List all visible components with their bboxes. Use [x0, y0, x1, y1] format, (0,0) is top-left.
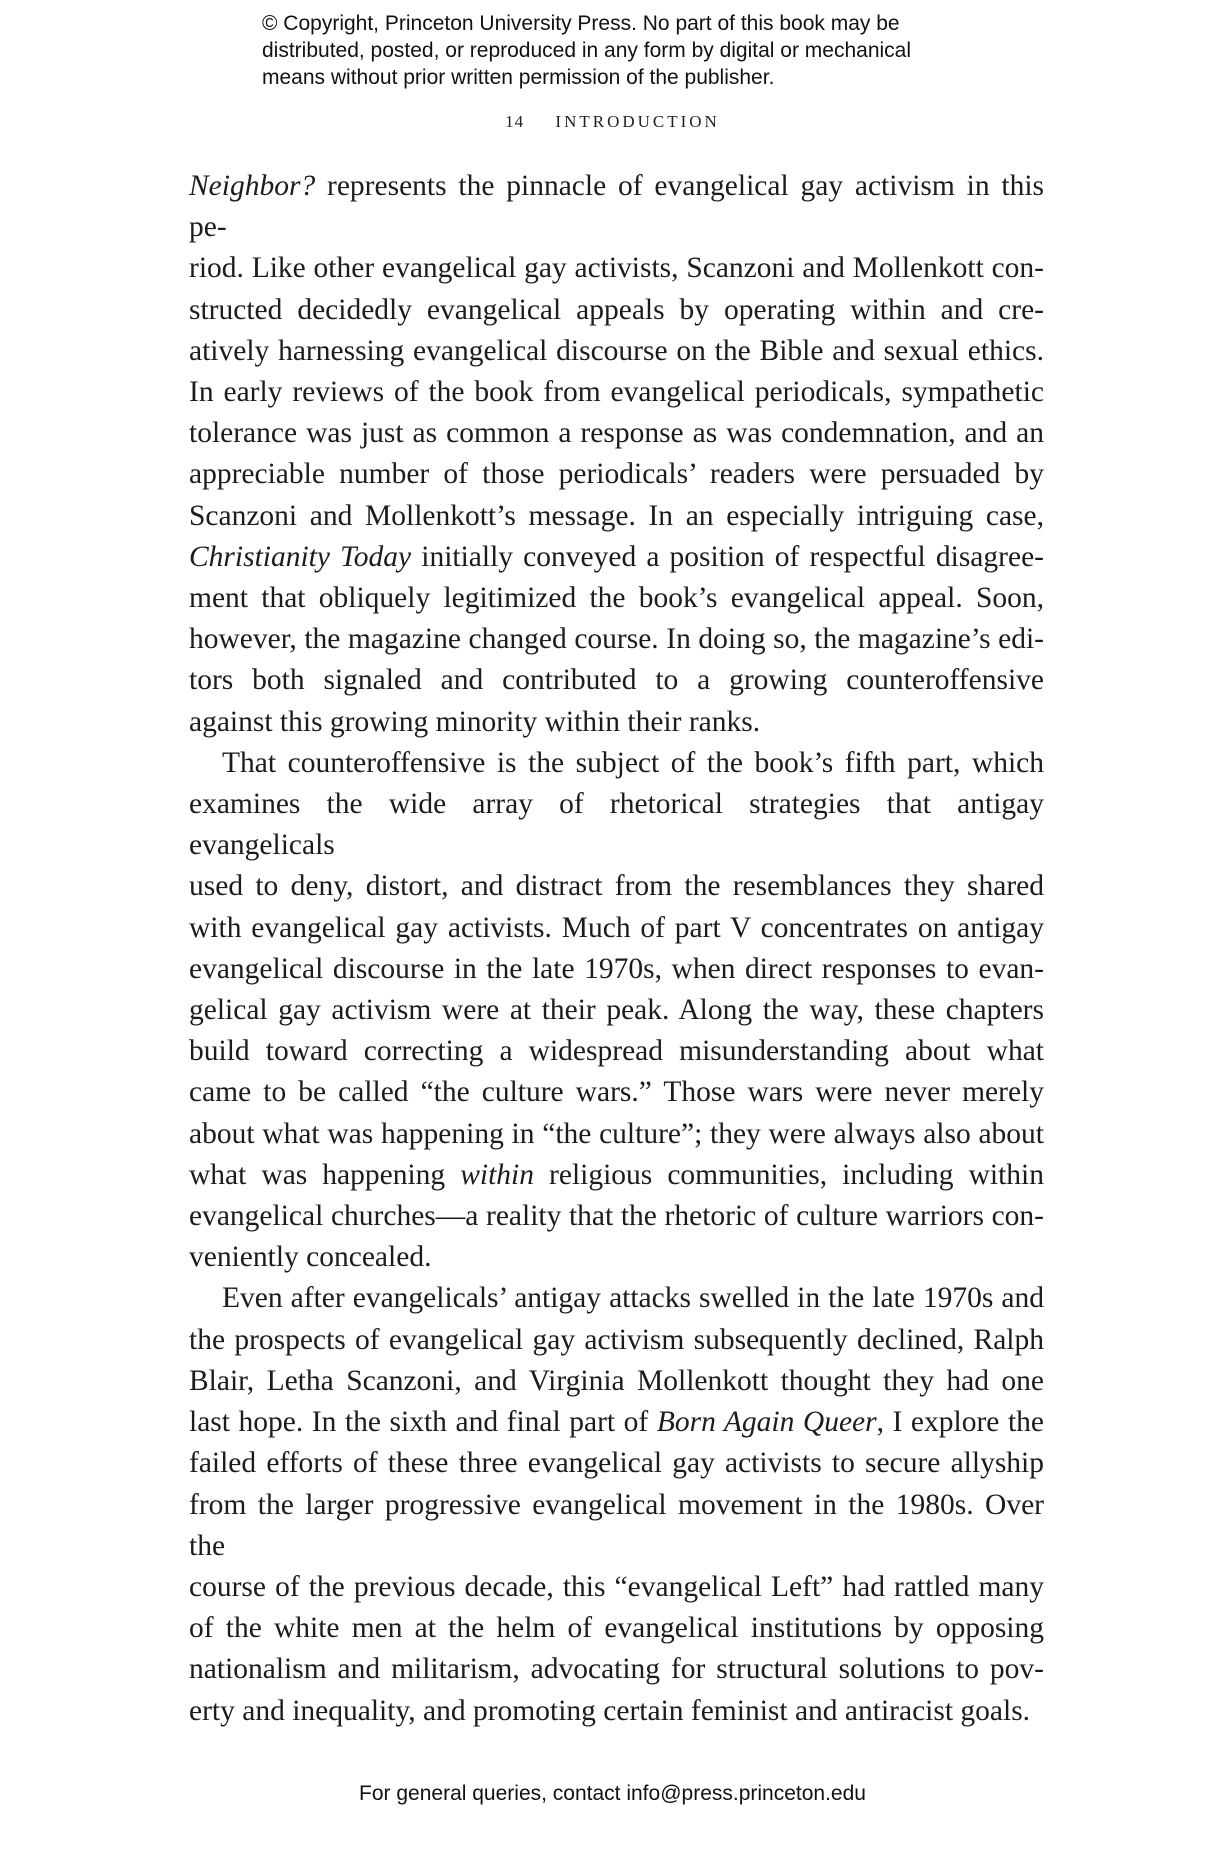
italic-title: within: [460, 1158, 534, 1191]
italic-title: Born Again Queer: [656, 1406, 877, 1439]
italic-title: Christianity Today: [189, 540, 412, 573]
text-line: riod. Like other evangelical gay activists, Scanzoni and Mollenkott con-: [189, 252, 1044, 285]
body-text: [189, 166, 1044, 1732]
text-line: however, the magazine changed course. In doing so, the magazine’s edi-: [189, 623, 1044, 656]
text-line: veniently concealed.: [189, 1241, 432, 1274]
text-line: build toward correcting a widespread misunderstanding about what: [189, 1035, 1044, 1068]
text-line: came to be called “the culture wars.” Those wars were never merely: [189, 1076, 1044, 1109]
text-line: with evangelical gay activists. Much of part V concentrates on antigay: [189, 911, 1044, 944]
text-line: from the larger progressive evangelical movement in the 1980s. Over the: [189, 1488, 1044, 1562]
section-title: INTRODUCTION: [555, 112, 720, 131]
text-line: Blair, Letha Scanzoni, and Virginia Mollenkott thought they had one: [189, 1364, 1044, 1397]
text-line: In early reviews of the book from evangelical periodicals, sympathetic: [189, 376, 1044, 409]
footer-contact: For general queries, contact info@press.princeton.edu: [359, 1782, 866, 1805]
copyright-notice: [262, 10, 982, 91]
copyright-line-2: distributed, posted, or reproduced in any form by digital or mechanical: [262, 39, 912, 62]
text-line: erty and inequality, and promoting certain feminist and antiracist goals.: [189, 1694, 1031, 1727]
text-line: course of the previous decade, this “evangelical Left” had rattled many: [189, 1570, 1044, 1603]
text-line: evangelical discourse in the late 1970s, when direct responses to evan-: [189, 952, 1044, 985]
text-line: structed decidedly evangelical appeals by operating within and cre-: [189, 293, 1044, 326]
text-line: about what was happening in “the culture”; they were always also about: [189, 1117, 1044, 1150]
text-line: used to deny, distort, and distract from the resemblances they shared: [189, 870, 1044, 903]
text-line: tolerance was just as common a response as was condemnation, and an: [189, 417, 1044, 450]
text-line: failed efforts of these three evangelical gay activists to secure allyship: [189, 1447, 1044, 1480]
text-line: what was happening within religious communities, including within: [189, 1158, 1044, 1191]
text-line: evangelical churches—a reality that the rhetoric of culture warriors con-: [189, 1200, 1044, 1233]
text-line: ment that obliquely legitimized the book’s evangelical appeal. Soon,: [189, 582, 1044, 615]
text-line: the prospects of evangelical gay activism subsequently declined, Ralph: [189, 1323, 1044, 1356]
running-head: [0, 112, 1225, 132]
text-line: against this growing minority within their ranks.: [189, 705, 761, 738]
italic-title: Neighbor?: [189, 170, 316, 202]
page-number: 14: [505, 112, 525, 131]
copyright-line-1: © Copyright, Princeton University Press. No part of this book may be: [262, 12, 900, 35]
text-line: of the white men at the helm of evangelical institutions by opposing: [189, 1612, 1044, 1645]
text-line: appreciable number of those periodicals’ readers were persuaded by: [189, 458, 1044, 491]
text-line: atively harnessing evangelical discourse on the Bible and sexual ethics.: [189, 334, 1044, 367]
text-line: Scanzoni and Mollenkott’s message. In an especially intriguing case,: [189, 499, 1044, 532]
text-line: last hope. In the sixth and final part of Born Again Queer, I explore the: [189, 1406, 1044, 1439]
text-line: Christianity Today initially conveyed a position of respectful disagree-: [189, 540, 1044, 573]
text-line: gelical gay activism were at their peak. Along the way, these chapters: [189, 994, 1044, 1027]
text-line: nationalism and militarism, advocating for structural solutions to pov-: [189, 1653, 1044, 1686]
text-line: Even after evangelicals’ antigay attacks swelled in the late 1970s and: [222, 1282, 1044, 1315]
copyright-line-3: means without prior written permission of the publisher.: [262, 66, 775, 89]
text-line: That counteroffensive is the subject of the book’s fifth part, which: [222, 746, 1044, 779]
text-line: examines the wide array of rhetorical strategies that antigay evangelicals: [189, 788, 1044, 862]
text-line: Neighbor? represents the pinnacle of evangelical gay activism in this pe-: [189, 170, 1044, 244]
text-line: tors both signaled and contributed to a growing counteroffensive: [189, 664, 1044, 697]
